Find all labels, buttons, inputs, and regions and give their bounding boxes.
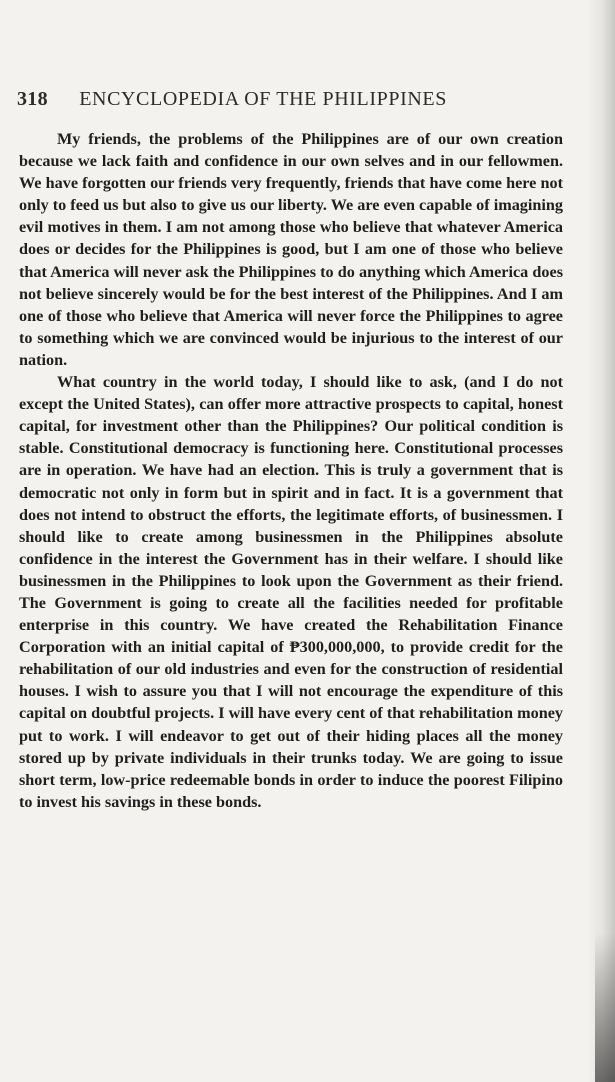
running-title: ENCYCLOPEDIA OF THE PHILIPPINES — [79, 88, 447, 110]
paragraph-1: My friends, the problems of the Philippines are of our own creation because we lack faith and confidence in our own selves and in our fellowmen. We have forgotten our friends very frequently, friends that have come here not only to feed us but also to give us our liberty. We are even capable of imagining evil motives in them. I am not among those who believe that whatever America does or decides for the Philippines is good, but I am one of those who believe that America will never ask the Philippines to do anything which America does not believe sincerely would be for the best interest of the Philippines. And I am one of those who believe that America will never force the Philippines to agree to something which we are convinced would be injurious to the interest of our nation. — [19, 130, 563, 369]
page-edge-shadow — [587, 0, 615, 1082]
page-number: 318 — [17, 88, 48, 110]
page-header — [17, 88, 577, 111]
page-corner-shadow — [595, 932, 615, 1082]
body-text — [19, 128, 563, 813]
paragraph-2: What country in the world today, I should like to ask, (and I do not except the United States), can offer more attractive prospects to capital, honest capital, for investment other than the Philippines? Our political condition is stable. Constitutional democracy is functioning here. Constitutional processes are in operation. We have had an election. This is truly a government that is democratic not only in form but in spirit and in fact. It is a government that does not intend to obstruct the efforts, the legitimate efforts, of businessmen. I should like to create among businessmen in the Philippines absolute confidence in the interest the Government has in their welfare. I should like businessmen in the Philippines to look upon the Government as their friend. The Government is going to create all the facilities needed for profitable enterprise in this country. We have created the Rehabilitation Finance Corporation with an initial capital of ₱300,000,000, to provide credit for the rehabilitation of our old industries and even for the construction of residential houses. I wish to assure you that I will not encourage the expenditure of this capital on doubtful projects. I will have every cent of that rehabilitation money put to work. I will endeavor to get out of their hiding places all the money stored up by private individuals in their trunks today. We are going to issue short term, low-price redeemable bonds in order to induce the poorest Filipino to invest his savings in these bonds. — [19, 373, 563, 811]
